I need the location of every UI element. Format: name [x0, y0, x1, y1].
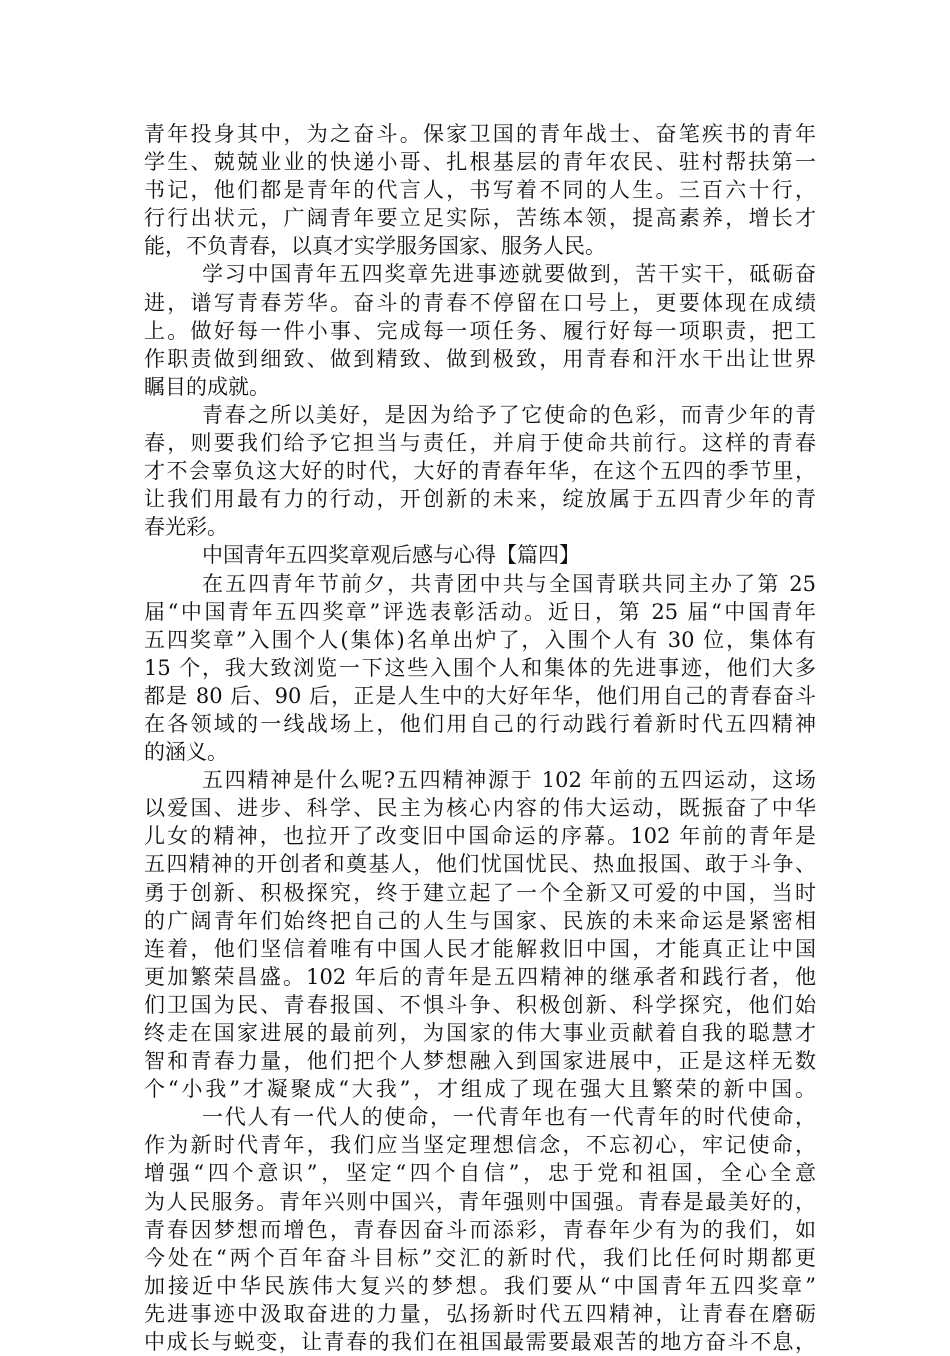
text-line: 五四奖章”入围个人(集体)名单出炉了，入围个人有 30 位，集体有	[144, 627, 816, 652]
text-line: 进，谱写青春芳华。奋斗的青春不停留在口号上，更要体现在成绩	[144, 290, 816, 315]
text-line: 的涵义。	[144, 740, 228, 765]
text-line: 行行出状元，广阔青年要立足实际，苦练本领，提高素养，增长才	[144, 206, 816, 231]
text-line: 书记，他们都是青年的代言人，书写着不同的人生。三百六十行，	[144, 178, 816, 203]
text-line: 智和青春力量，他们把个人梦想融入到国家进展中，正是这样无数	[144, 1049, 816, 1074]
text-line: 连着，他们坚信着唯有中国人民才能解救旧中国，才能真正让中国	[144, 936, 816, 961]
text-line: 在各领域的一线战场上，他们用自己的行动践行着新时代五四精神	[144, 711, 816, 736]
text-line: 勇于创新、积极探究，终于建立起了一个全新又可爱的中国，当时	[144, 880, 816, 905]
text-line: 中成长与蜕变，让青春的我们在祖国最需要最艰苦的地方奋斗不息，	[144, 1330, 816, 1355]
text-line: 为人民服务。青年兴则中国兴，青年强则中国强。青春是最美好的，	[144, 1189, 816, 1214]
text-line: 青春因梦想而增色，青春因奋斗而添彩，青春年少有为的我们，如	[144, 1217, 816, 1242]
text-line: 学习中国青年五四奖章先进事迹就要做到，苦干实干，砥砺奋	[202, 262, 816, 287]
text-line: 才不会辜负这大好的时代，大好的青春年华，在这个五四的季节里，	[144, 459, 816, 484]
text-line: 上。做好每一件小事、完成每一项任务、履行好每一项职责，把工	[144, 318, 816, 343]
text-line: 一代人有一代人的使命，一代青年也有一代青年的时代使命，	[202, 1105, 816, 1130]
text-line: 瞩目的成就。	[144, 374, 270, 399]
text-line: 终走在国家进展的最前列，为国家的伟大事业贡献着自我的聪慧才	[144, 1021, 816, 1045]
text-line: 在五四青年节前夕，共青团中共与全国青联共同主办了第 25	[202, 571, 816, 596]
text-line: 15 个，我大致浏览一下这些入围个人和集体的先进事迹，他们大多	[144, 655, 816, 680]
text-line: 届“中国青年五四奖章”评选表彰活动。近日，第 25 届“中国青年	[144, 599, 816, 624]
text-line: 青年投身其中，为之奋斗。保家卫国的青年战士、奋笔疾书的青年	[144, 122, 816, 146]
text-line: 让我们用最有力的行动，开创新的未来，绽放属于五四青少年的青	[144, 487, 816, 512]
text-line: 五四精神是什么呢?五四精神源于 102 年前的五四运动，这场	[202, 768, 816, 793]
document-body	[144, 120, 816, 1356]
text-line: 作为新时代青年，我们应当坚定理想信念，不忘初心，牢记使命，	[144, 1133, 816, 1158]
text-line: 个“小我”才凝聚成“大我”，才组成了现在强大且繁荣的新中国。	[144, 1077, 816, 1102]
text-line: 中国青年五四奖章观后感与心得【篇四】	[202, 543, 580, 568]
text-line: 青春之所以美好，是因为给予了它使命的色彩，而青少年的青	[202, 402, 816, 427]
text-line: 作职责做到细致、做到精致、做到极致，用青春和汗水干出让世界	[144, 346, 816, 371]
text-line: 加接近中华民族伟大复兴的梦想。我们要从“中国青年五四奖章”	[144, 1273, 816, 1298]
text-line: 春光彩。	[144, 515, 228, 540]
text-line: 今处在“两个百年奋斗目标”交汇的新时代，我们比任何时期都更	[144, 1245, 816, 1270]
text-line: 儿女的精神，也拉开了改变旧中国命运的序幕。102 年前的青年是	[144, 824, 816, 849]
text-line: 更加繁荣昌盛。102 年后的青年是五四精神的继承者和践行者，他	[144, 964, 816, 989]
text-line: 春，则要我们给予它担当与责任，并肩于使命共前行。这样的青春	[144, 431, 816, 456]
text-line: 先进事迹中汲取奋进的力量，弘扬新时代五四精神，让青春在磨砺	[144, 1301, 816, 1326]
text-line: 以爱国、进步、科学、民主为核心内容的伟大运动，既振奋了中华	[144, 796, 816, 821]
text-line: 增强“四个意识”，坚定“四个自信”，忠于党和祖国，全心全意	[144, 1161, 816, 1186]
text-line: 们卫国为民、青春报国、不惧斗争、积极创新、科学探究，他们始	[144, 992, 816, 1017]
text-line: 的广阔青年们始终把自己的人生与国家、民族的未来命运是紧密相	[144, 908, 816, 933]
text-line: 学生、兢兢业业的快递小哥、扎根基层的青年农民、驻村帮扶第一	[144, 150, 816, 175]
text-line: 都是 80 后、90 后，正是人生中的大好年华，他们用自己的青春奋斗	[144, 683, 816, 708]
text-line: 能，不负青春，以真才实学服务国家、服务人民。	[144, 234, 606, 259]
text-line: 五四精神的开创者和奠基人，他们忧国忧民、热血报国、敢于斗争、	[144, 852, 816, 877]
